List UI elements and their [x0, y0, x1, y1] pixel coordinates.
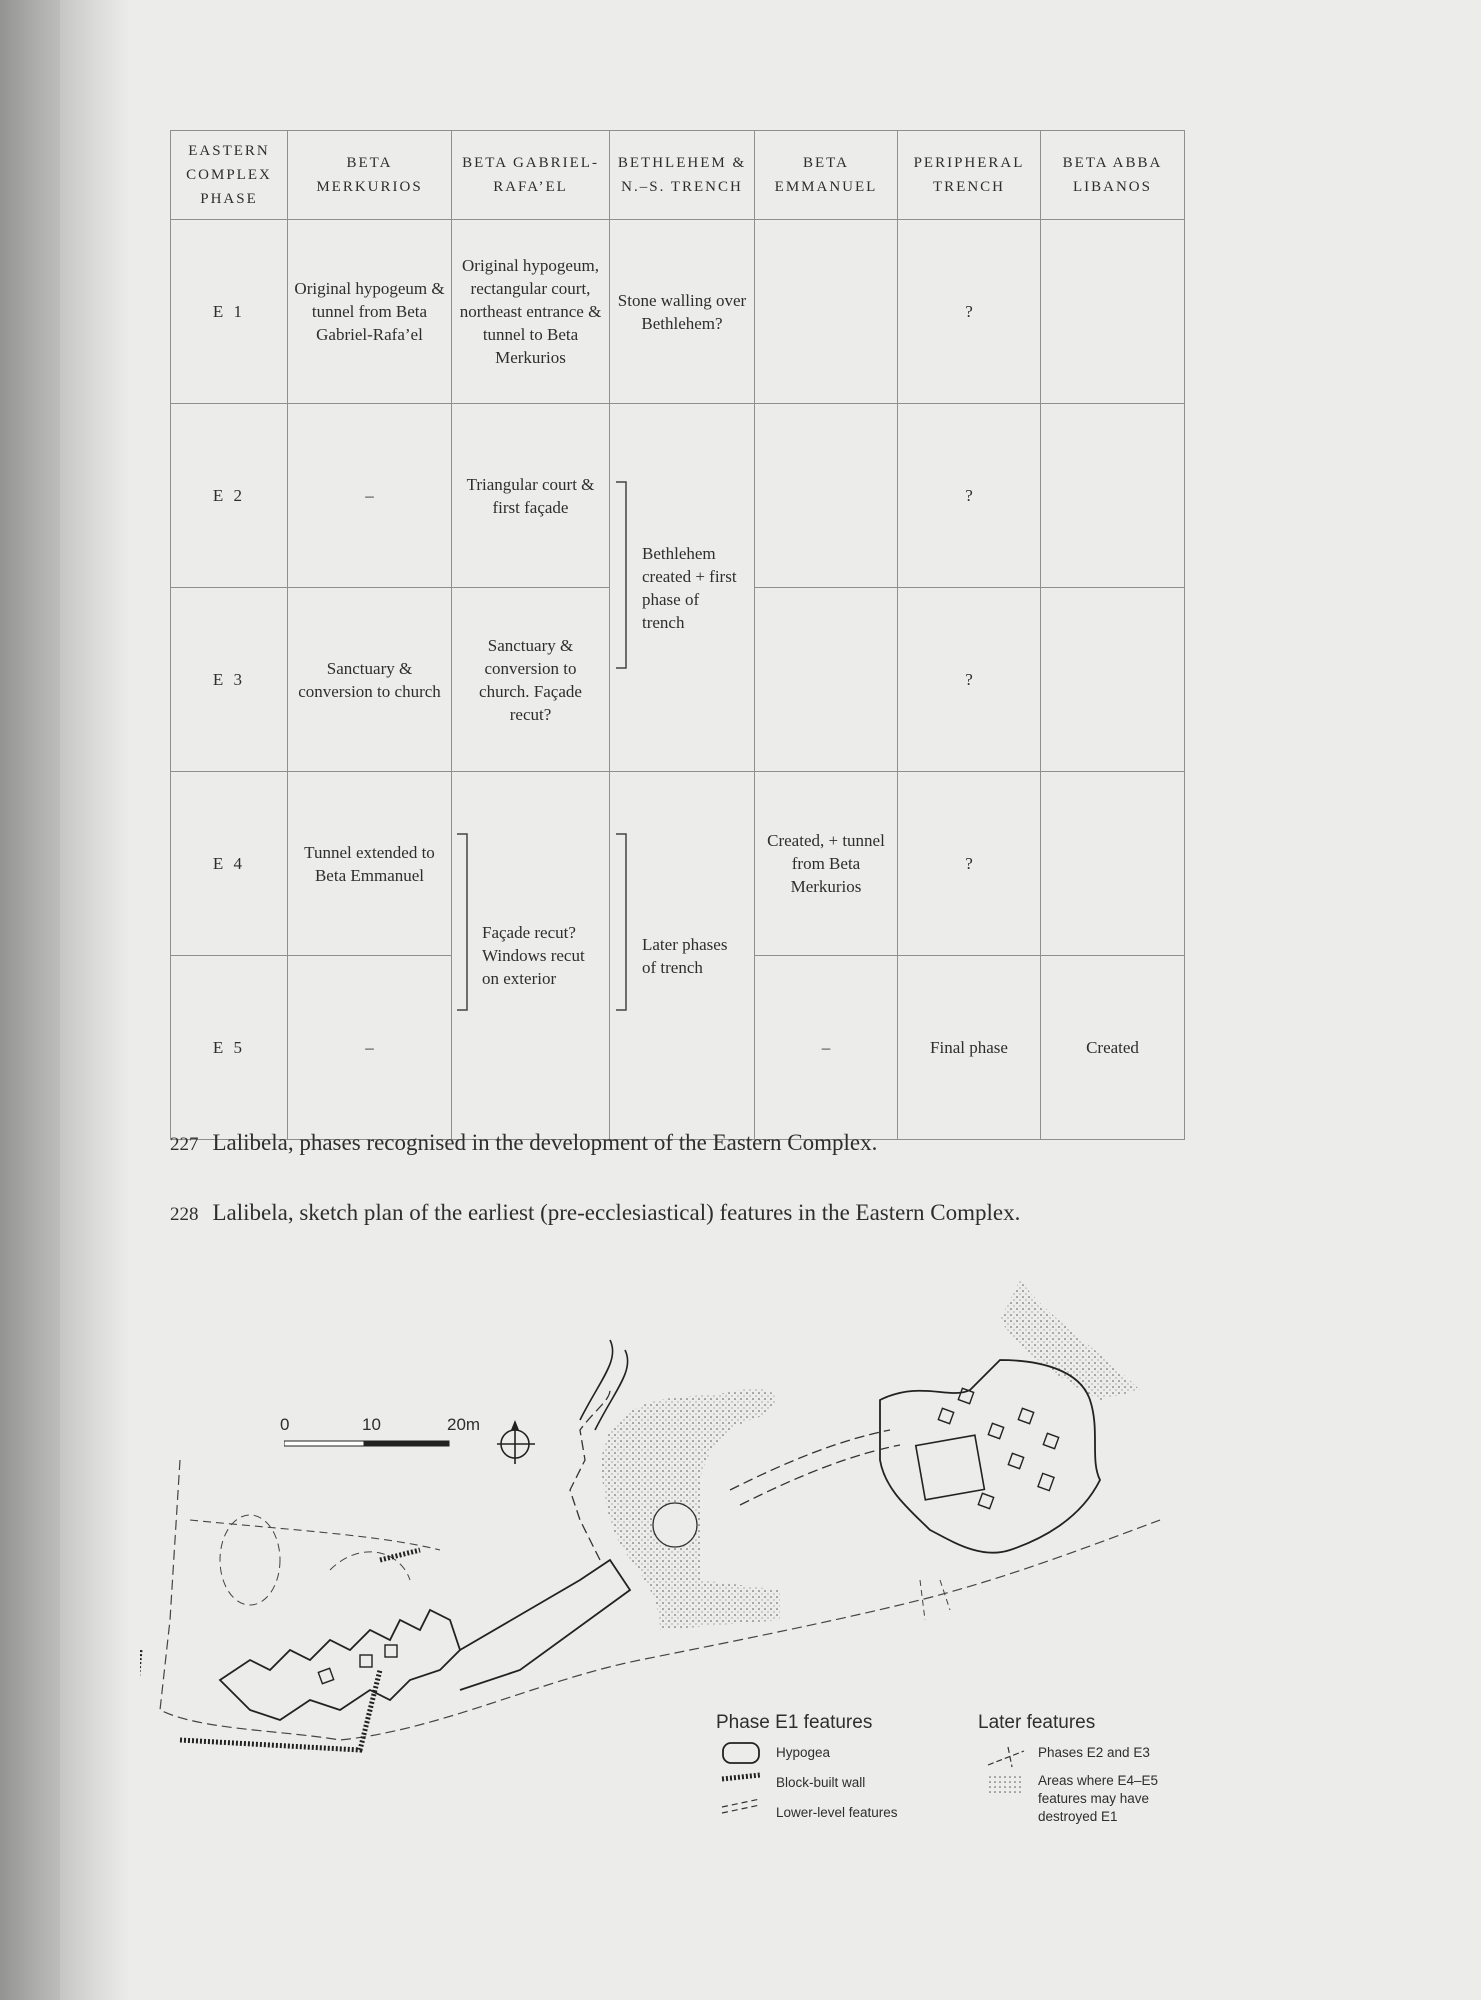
- bethlehem-later-text: Later phases of trench: [642, 934, 728, 977]
- emmanuel-cell: [755, 588, 898, 772]
- legend-later-symbols: [984, 1741, 1034, 1801]
- merkurios-cell: –: [288, 956, 452, 1140]
- phase-cell: E 4: [171, 772, 288, 956]
- phases-table: [170, 130, 1185, 1140]
- gabriel-span-text: Façade recut? Windows recut on exterior: [482, 923, 585, 988]
- lower-level-ellipse: [220, 1515, 280, 1605]
- gabriel-cell: Sanctuary & conversion to church. Façade recut?: [452, 588, 610, 772]
- peripheral-cell: ?: [898, 404, 1041, 588]
- header-phase: EASTERN COMPLEX PHASE: [171, 131, 288, 220]
- caption-227: [170, 1130, 877, 1156]
- tunnel-dashed: [730, 1430, 900, 1505]
- hypogeum-pillar: [318, 1668, 333, 1683]
- peripheral-cell: ?: [898, 220, 1041, 404]
- lower-level-line: [190, 1520, 440, 1550]
- north-entrance: [580, 1340, 628, 1430]
- phase-cell: E 1: [171, 220, 288, 404]
- merkurios-cell: Tunnel extended to Beta Emmanuel: [288, 772, 452, 956]
- phase-cell: E 2: [171, 404, 288, 588]
- libanos-cell: Created: [1041, 956, 1185, 1140]
- lower-level-symbol: [722, 1799, 760, 1813]
- span-brackets: [600, 478, 630, 1318]
- gabriel-span-cell: [452, 772, 610, 1140]
- legend-later-title: Later features: [978, 1712, 1096, 1733]
- header-bethlehem: BETHLEHEM & N.–S. TRENCH: [610, 131, 755, 220]
- scale-label-20m: 20m: [447, 1415, 481, 1434]
- hypogea-symbol: [723, 1743, 759, 1763]
- phases-e2-e3-symbol: [988, 1747, 1024, 1767]
- table-row: [171, 404, 1185, 588]
- gabriel-cell: Triangular court & first façade: [452, 404, 610, 588]
- table-header-row: [171, 131, 1185, 220]
- caption-text: Lalibela, phases recognised in the development of the Eastern Complex.: [212, 1130, 878, 1155]
- bethlehem-span-text: Bethlehem created + first phase of trench: [642, 543, 737, 632]
- table-row: [171, 772, 1185, 956]
- bracket-gabriel-e4-e5: [457, 834, 467, 1010]
- hypogeum-court: [916, 1435, 985, 1500]
- legend-lower-level: Lower-level features: [776, 1805, 898, 1820]
- libanos-cell: [1041, 404, 1185, 588]
- header-libanos: BETA ABBA LIBANOS: [1041, 131, 1185, 220]
- merkurios-cell: Sanctuary & conversion to church: [288, 588, 452, 772]
- pillars-group: [938, 1388, 1058, 1508]
- emmanuel-cell: –: [755, 956, 898, 1140]
- legend-hypogea: Hypogea: [776, 1745, 831, 1760]
- stippled-area-northeast: [1000, 1280, 1140, 1400]
- libanos-cell: [1041, 772, 1185, 956]
- merkurios-cell: Original hypogeum & tunnel from Beta Gabriel-Rafa’el: [288, 220, 452, 404]
- legend-block-wall: Block-built wall: [776, 1775, 866, 1790]
- bethlehem-span-cell: [610, 404, 755, 772]
- caption-number: 228: [170, 1204, 199, 1225]
- lower-level-arc: [330, 1552, 410, 1580]
- block-built-wall: [380, 1550, 420, 1560]
- hypogeum-northeast: [880, 1360, 1100, 1553]
- bracket-bethlehem-e4-e5: [616, 834, 626, 1010]
- legend-phase-e1-title: Phase E1 features: [716, 1712, 873, 1733]
- hypogeum-pillar: [360, 1655, 372, 1667]
- peripheral-cell: ?: [898, 772, 1041, 956]
- legend-e1-symbols: [720, 1741, 770, 1821]
- scale-label-10: 10: [362, 1415, 381, 1434]
- e4-e5-area-symbol: [988, 1775, 1022, 1793]
- legend-e4-e5-areas: Areas where E4–E5 features may have destroyed E1: [1038, 1773, 1159, 1824]
- libanos-cell: [1041, 220, 1185, 404]
- book-spine-edge: [0, 0, 60, 2000]
- header-peripheral: PERIPHERAL TRENCH: [898, 131, 1041, 220]
- hypogeum-west: [220, 1610, 460, 1720]
- later-feature-lines: [920, 1580, 950, 1620]
- scale-bar: [284, 1438, 454, 1450]
- tunnel-corridor: [460, 1560, 630, 1690]
- emmanuel-cell: [755, 220, 898, 404]
- merkurios-cell: –: [288, 404, 452, 588]
- block-wall-symbol: [722, 1775, 760, 1779]
- hypogeum-pillar: [385, 1645, 397, 1657]
- bethlehem-cell: Stone walling over Bethlehem?: [610, 220, 755, 404]
- table-row: [171, 220, 1185, 404]
- scale-label-0: 0: [280, 1415, 290, 1434]
- caption-text: Lalibela, sketch plan of the earliest (pre-ecclesiastical) features in the Eastern Complex.: [212, 1200, 1021, 1225]
- libanos-cell: [1041, 588, 1185, 772]
- header-merkurios: BETA MERKURIOS: [288, 131, 452, 220]
- north-arrow-icon: [495, 1418, 539, 1466]
- emmanuel-cell: Created, + tunnel from Beta Merkurios: [755, 772, 898, 956]
- peripheral-cell: ?: [898, 588, 1041, 772]
- bracket-bethlehem-e2-e3: [616, 482, 626, 668]
- gabriel-cell: Original hypogeum, rectangular court, northeast entrance & tunnel to Beta Merkurios: [452, 220, 610, 404]
- caption-228: [170, 1200, 1020, 1226]
- emmanuel-cell: [755, 404, 898, 588]
- bethlehem-span-cell: [610, 772, 755, 1140]
- span-bracket-gabriel: [445, 830, 475, 1030]
- phase-cell: E 3: [171, 588, 288, 772]
- peripheral-cell: Final phase: [898, 956, 1041, 1140]
- caption-number: 227: [170, 1134, 199, 1155]
- phase-cell: E 5: [171, 956, 288, 1140]
- header-gabriel: BETA GABRIEL-RAFA’EL: [452, 131, 610, 220]
- header-emmanuel: BETA EMMANUEL: [755, 131, 898, 220]
- legend-phases-e2-e3: Phases E2 and E3: [1038, 1745, 1150, 1760]
- block-built-wall: [180, 1670, 380, 1750]
- circular-feature: [653, 1503, 697, 1547]
